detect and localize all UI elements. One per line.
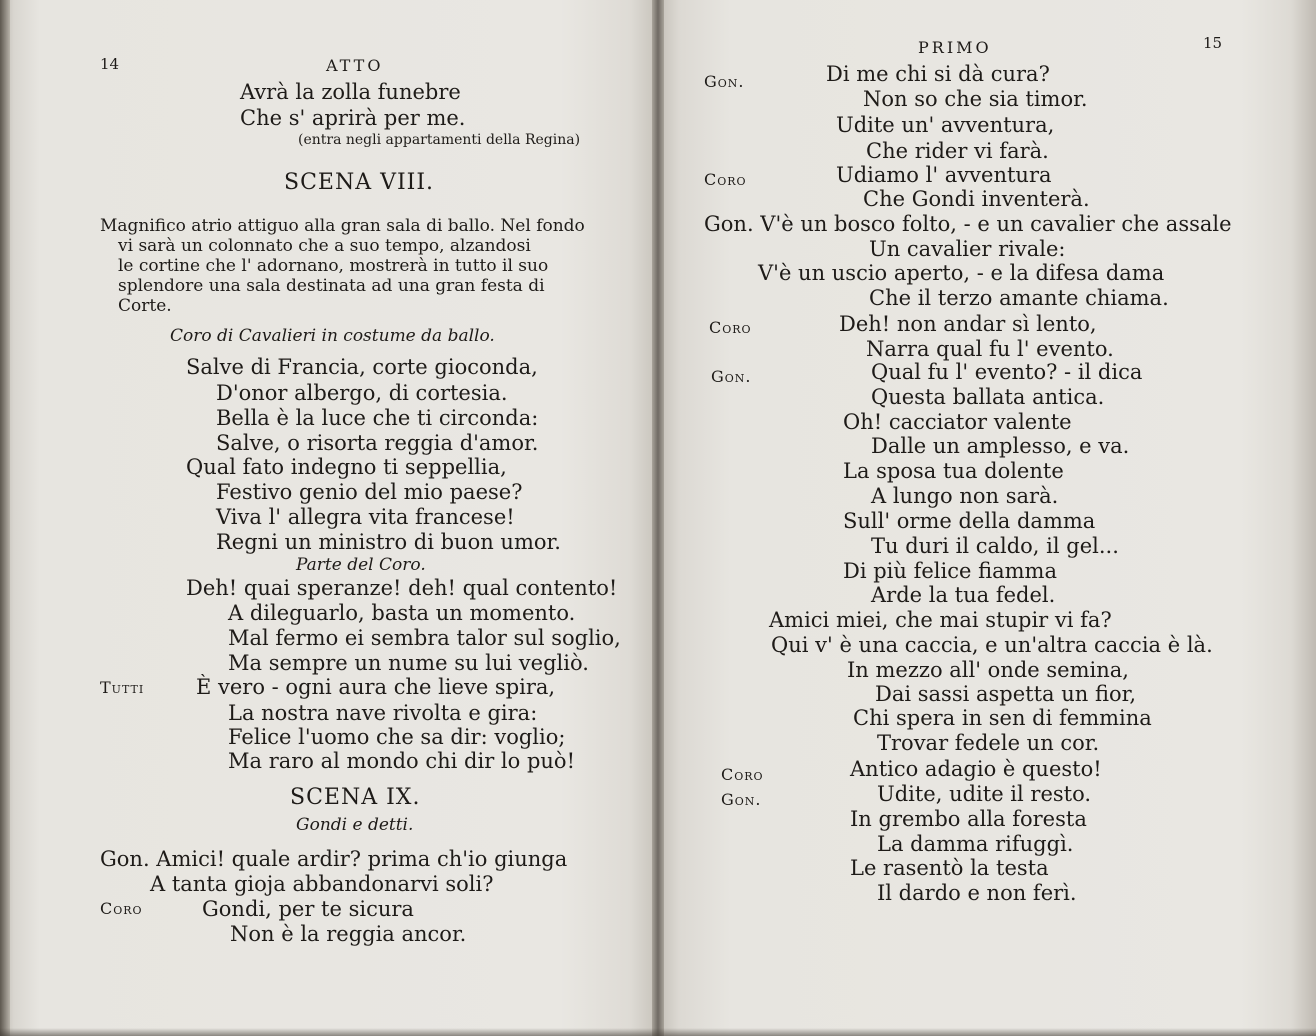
verse-line: Antico adagio è questo!	[850, 757, 1102, 781]
verse-line: Deh! non andar sì lento,	[839, 312, 1097, 336]
verse-line: Udiamo l' avventura	[836, 163, 1052, 187]
verse-line: V'è un uscio aperto, - e la difesa dama	[758, 261, 1165, 285]
speaker-label: Tutti	[100, 678, 145, 697]
verse-line: Ma raro al mondo chi dir lo può!	[228, 749, 576, 773]
verse-line: Il dardo e non ferì.	[877, 881, 1077, 905]
verse-line: D'onor albergo, di cortesia.	[216, 381, 508, 405]
verse-line: Oh! cacciator valente	[843, 410, 1072, 434]
stage-direction-line: Magnifico atrio attiguo alla gran sala di ballo. Nel fondo	[100, 216, 585, 236]
verse-line: Felice l'uomo che sa dir: voglio;	[228, 725, 566, 749]
verse-line: Bella è la luce che ti circonda:	[216, 406, 539, 430]
verse-line: Festivo genio del mio paese?	[216, 480, 523, 504]
verse-line: Trovar fedele un cor.	[877, 731, 1100, 755]
verse-line: In grembo alla foresta	[850, 807, 1087, 831]
character-heading: Coro di Cavalieri in costume da ballo.	[170, 326, 495, 346]
speaker-label: Coro	[704, 170, 747, 189]
verse-line: Che s' aprirà per me.	[240, 106, 466, 130]
stage-direction-line: Corte.	[118, 296, 172, 316]
verse-line: È vero - ogni aura che lieve spira,	[196, 675, 556, 699]
verse-line: Le rasentò la testa	[850, 856, 1049, 880]
verse-line: Deh! quai speranze! deh! qual contento!	[186, 576, 618, 600]
right-page	[661, 0, 1316, 1036]
verse-line: Amici miei, che mai stupir vi fa?	[769, 608, 1112, 632]
speaker-label: Gon.	[721, 790, 762, 809]
verse-line: Udite, udite il resto.	[877, 782, 1092, 806]
verse-line: Chi spera in sen di femmina	[853, 706, 1152, 730]
verse-line: Arde la tua fedel.	[871, 583, 1056, 607]
verse-line: Qual fato indegno ti seppellia,	[186, 455, 507, 479]
verse-line: Avrà la zolla funebre	[240, 80, 461, 104]
verse-line: Che il terzo amante chiama.	[869, 286, 1169, 310]
verse-line: Che Gondi inventerà.	[863, 187, 1090, 211]
book-gutter	[652, 0, 664, 1036]
verse-line: Narra qual fu l' evento.	[866, 337, 1114, 361]
verse-line: Mal fermo ei sembra talor sul soglio,	[228, 626, 621, 650]
stage-direction-line: le cortine che l' adornano, mostrerà in tutto il suo	[118, 256, 549, 276]
speaker-label: Coro	[721, 765, 764, 784]
verse-line: Questa ballata antica.	[871, 385, 1105, 409]
page-number: 14	[100, 55, 120, 73]
verse-line: Regni un ministro di buon umor.	[216, 530, 561, 554]
verse-line: Udite un' avventura,	[836, 113, 1055, 137]
stage-direction-line: splendore una sala destinata ad una gran festa di	[118, 276, 545, 296]
verse-line: Tu duri il caldo, il gel...	[871, 534, 1119, 558]
verse-line: Di me chi si dà cura?	[826, 62, 1050, 86]
verse-line: A dileguarlo, basta un momento.	[228, 601, 576, 625]
verse-line: Qual fu l' evento? - il dica	[871, 360, 1143, 384]
verse-line: Gon. Amici! quale ardir? prima ch'io giunga	[100, 847, 568, 871]
verse-line: Dalle un amplesso, e va.	[871, 434, 1130, 458]
verse-line: A lungo non sarà.	[871, 484, 1059, 508]
page-number: 15	[1203, 34, 1223, 52]
verse-line: Sull' orme della damma	[843, 509, 1096, 533]
running-head: PRIMO	[918, 38, 992, 57]
stage-direction-line: vi sarà un colonnato che a suo tempo, alzandosi	[118, 236, 531, 256]
verse-line: Salve, o risorta reggia d'amor.	[216, 431, 539, 455]
verse-line: Salve di Francia, corte gioconda,	[186, 355, 538, 379]
verse-line: Non è la reggia ancor.	[230, 922, 467, 946]
book-edge	[0, 0, 10, 1036]
verse-line: Gon. V'è un bosco folto, - e un cavalier che assale	[704, 212, 1232, 236]
character-heading: Parte del Coro.	[296, 555, 426, 575]
left-page	[0, 0, 655, 1036]
verse-line: Dai sassi aspetta un fior,	[875, 682, 1137, 706]
verse-line: Che rider vi farà.	[866, 139, 1049, 163]
speaker-label: Gon.	[711, 367, 752, 386]
stage-direction: (entra negli appartamenti della Regina)	[298, 132, 581, 148]
speaker-label: Coro	[709, 318, 752, 337]
verse-line: La sposa tua dolente	[843, 459, 1064, 483]
verse-line: Gondi, per te sicura	[202, 897, 414, 921]
verse-line: Viva l' allegra vita francese!	[216, 505, 515, 529]
scene-heading: SCENA IX.	[290, 785, 421, 810]
scene-heading: SCENA VIII.	[284, 170, 435, 195]
verse-line: Di più felice fiamma	[843, 559, 1057, 583]
verse-line: In mezzo all' onde semina,	[847, 658, 1129, 682]
speaker-label: Coro	[100, 899, 143, 918]
character-heading: Gondi e detti.	[296, 815, 414, 835]
verse-line: Ma sempre un nume su lui vegliò.	[228, 651, 589, 675]
speaker-label: Gon.	[704, 72, 745, 91]
verse-line: Non so che sia timor.	[863, 87, 1088, 111]
verse-line: La damma rifuggì.	[877, 832, 1074, 856]
page-shadow	[0, 1028, 1316, 1036]
verse-line: La nostra nave rivolta e gira:	[228, 701, 538, 725]
verse-line: Un cavalier rivale:	[869, 237, 1066, 261]
verse-line: Qui v' è una caccia, e un'altra caccia è là.	[771, 633, 1213, 657]
verse-line: A tanta gioja abbandonarvi soli?	[150, 872, 494, 896]
running-head: ATTO	[326, 56, 384, 75]
